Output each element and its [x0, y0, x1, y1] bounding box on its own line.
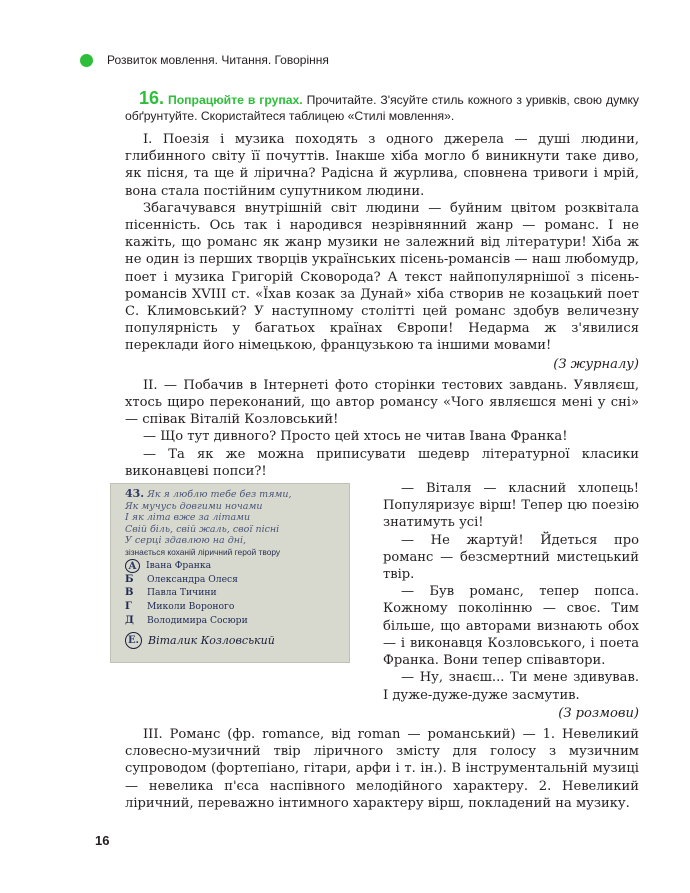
page-header [80, 50, 329, 70]
excerpt-2-paragraph-3: — Та як же можна приписувати шедевр літературної класики виконавцеві попси?! [125, 446, 639, 479]
photo-option [125, 614, 345, 628]
photo-question-text: зізнається коханій ліричний герой твору [125, 547, 281, 558]
photo-option [125, 572, 345, 586]
photo-option-text: Миколи Вороного [147, 601, 235, 613]
photo-poem-line: І як літа вже за літами [125, 512, 251, 524]
excerpt-2-source: (З розмови) [558, 705, 639, 721]
photo-poem-line: Свій біль, свій жаль, свої пісні [125, 523, 280, 535]
photo-option-letter-circled: А [125, 559, 140, 573]
excerpt-2-paragraph-2: — Що тут дивного? Просто цей хтось не читав Івана Франка! [143, 429, 568, 445]
photo-handwritten-answer: Віталик Козловський [148, 633, 275, 647]
photo-option-letter: Г [125, 601, 132, 613]
photo-question-number: 43. [125, 487, 145, 501]
photo-option [125, 600, 345, 614]
dialogue-with-photo [125, 480, 639, 704]
main-content [125, 90, 639, 812]
excerpt-1-paragraph-2: Збагачувався внутрішній світ людини — буйним цвітом розквітала пісенність. Ось так і народився незрівнянний жанр — романс. І не кажіть, що романс як жанр музики не залежний від літератури! Хіба ж не один із перших творців українських пісень-романсів — наш любомудр, поет і музика Григорій Сковорода? А текст найпопулярнішої з пісень-романсів XVIII ст. «Їхав козак за Дунай» хіба створив не козацький поет С. Климовський? У наступному столітті цей романс здобув величезну популярність у багатьох країнах Європи! Недарма ж з'явилися переклади його німецькою, французькою та іншими мовами! [125, 200, 639, 354]
test-page-photo [110, 483, 350, 663]
photo-poem-line: У серці здавлюю на дні, [125, 535, 247, 547]
photo-option-letter: Д [125, 614, 134, 626]
excerpt-2-paragraph-5: — Не жартуй! Йдеться про романс — безсмертний мистецький твір. [383, 532, 639, 583]
photo-option-letter: Б [125, 573, 134, 585]
section-marker-dot [80, 54, 93, 67]
photo-option [125, 586, 345, 600]
photo-option-text: Володимира Сосюри [147, 614, 248, 626]
section-title: Розвиток мовлення. Читання. Говоріння [107, 53, 329, 67]
page-number: 16 [95, 833, 110, 848]
photo-handwritten-letter: Е. [125, 632, 142, 649]
photo-question [125, 488, 345, 501]
task-number: 16. [139, 88, 165, 108]
photo-option [125, 559, 345, 573]
excerpt-1-paragraph-1: I. Поезія і музика походять з одного джерела — душі людини, глибинного світу її почуттів. Інакше хіба могло б виникнути таке диво, як пісня, та ще й лірична? Радісна й журлива, сповнена тривоги і мрій, вона стала постійним супутником людини. [125, 132, 639, 199]
task-statement [125, 90, 639, 124]
excerpt-1-source: (З журналу) [553, 356, 639, 372]
excerpt-2-paragraph-1: II. — Побачив в Інтернеті фото сторінки тестових завдань. Уявляєш, хтось щиро переконаний, що автор романсу «Чого являєшся мені у сні» — співак Віталій Козловський! [125, 377, 639, 428]
photo-poem-line: Як я люблю тебе без тями, [147, 489, 292, 501]
excerpt-2-paragraph-6: — Був романс, тепер попса. Кожному поколінню — своє. Тим більше, що авторами визнають обох — і виконавця Козловського, і поета Франка. Вони тепер співавтори. [383, 584, 639, 669]
photo-option-text: Олександра Олеся [147, 573, 238, 585]
excerpt-2-paragraph-4: — Віталя — класний хлопець! Популяризує вірш! Тепер цю поезію знатимуть усі! [383, 481, 639, 531]
photo-handwritten-option [125, 632, 345, 650]
excerpt-3-paragraph-1: III. Романс (фр. romance, від roman — романський) — 1. Невеликий словесно-музичний твір ліричного змісту для голосу з музичним супроводом (фортепіано, гітари, арфи і т. ін.). В інструментальній музиці — невелика п'єса наспівного мелодійного характеру. 2. Невеликий ліричний, переважно інтимного характеру вірш, покладений на музику. [125, 726, 639, 811]
photo-option-text: Павла Тичини [147, 587, 217, 599]
photo-option-letter: В [125, 587, 134, 599]
excerpt-2-paragraph-7: — Ну, знаєш... Ти мене здивував. І дуже-дуже-дуже засмутив. [383, 670, 639, 703]
task-group-label: Попрацюйте в групах. [167, 93, 303, 107]
task-instruction: Прочитайте. З'ясуйте стиль кожного з уривків, свою думку обґрунтуйте. Скористайтеся таблицею «Стилі мовлення». [125, 93, 640, 123]
photo-poem-line: Як мучусь довгими ночами [125, 500, 263, 512]
photo-option-text: Івана Франка [146, 559, 212, 571]
dialogue-right-column [383, 480, 639, 704]
